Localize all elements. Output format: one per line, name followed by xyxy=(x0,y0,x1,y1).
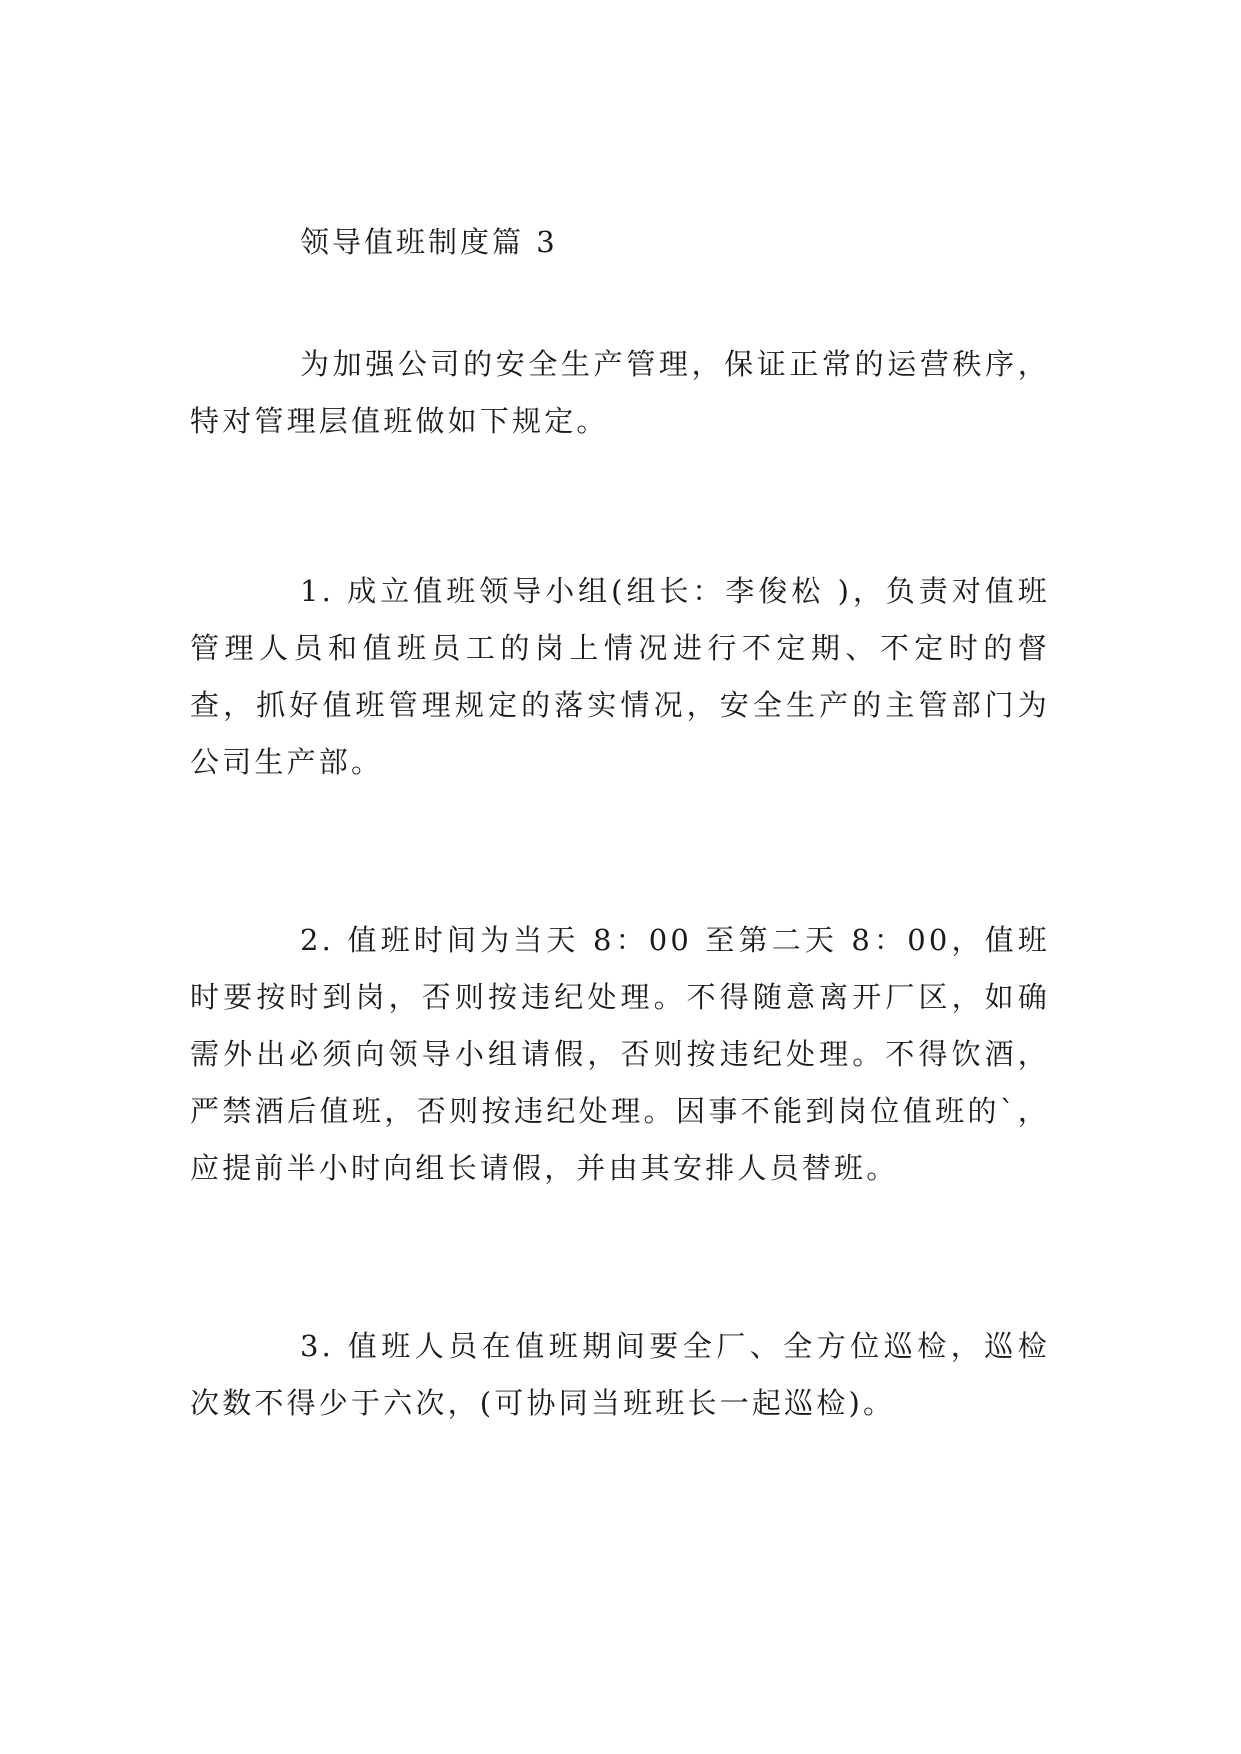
rule-paragraph-1: 1. 成立值班领导小组(组长：李俊松 )，负责对值班管理人员和值班员工的岗上情况进行不定期、不定时的督查，抓好值班管理规定的落实情况，安全生产的主管部门为公司生产部。 xyxy=(190,574,1050,779)
document-title: 领导值班制度篇 3 xyxy=(300,225,558,259)
intro-paragraph: 为加强公司的安全生产管理，保证正常的运营秩序，特对管理层值班做如下规定。 xyxy=(190,347,1050,438)
rule-paragraph-3: 3. 值班人员在值班期间要全厂、全方位巡检，巡检次数不得少于六次，(可协同当班班长一起巡检)。 xyxy=(190,1329,1050,1420)
rule-paragraph-2: 2. 值班时间为当天 8：00 至第二天 8：00，值班时要按时到岗，否则按违纪处理。不得随意离开厂区，如确需外出必须向领导小组请假，否则按违纪处理。不得饮酒，严禁酒后值班，否则按违纪处理。因事不能到岗位值班的`，应提前半小时向组长请假，并由其安排人员替班。 xyxy=(190,923,1050,1185)
